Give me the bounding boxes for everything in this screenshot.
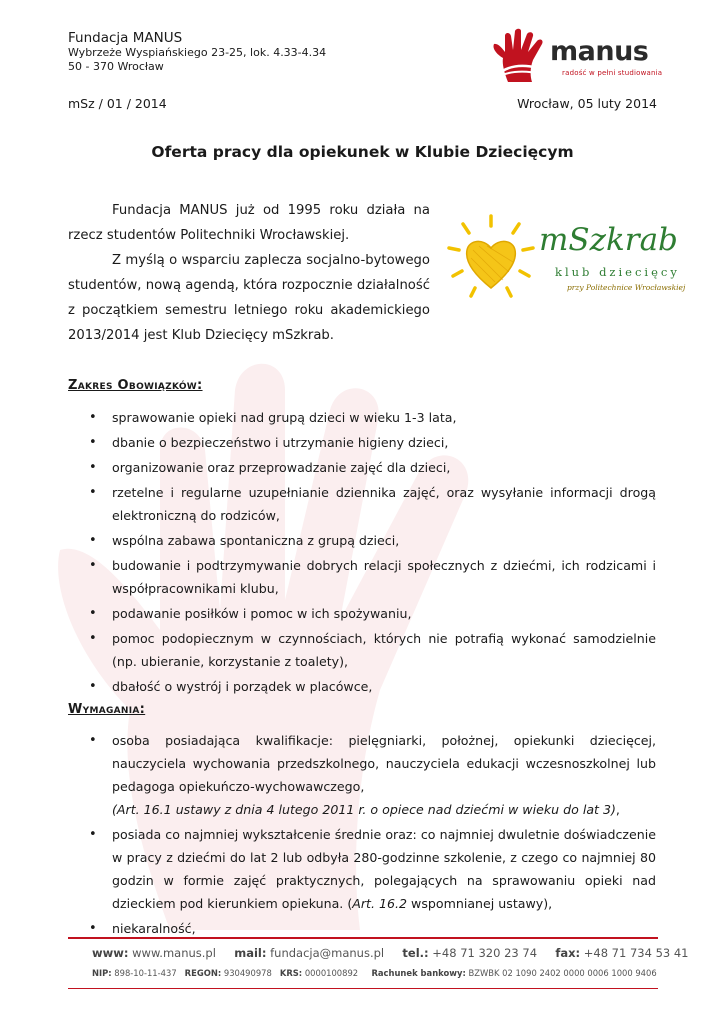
footer-email: fundacja@manus.pl bbox=[270, 946, 385, 960]
mszkrab-logo bbox=[443, 210, 686, 310]
list-item: • dbanie o bezpieczeństwo i utrzymanie higieny dzieci, bbox=[89, 435, 449, 450]
footer-bottom-divider bbox=[68, 988, 658, 989]
logo-tagline: radość w pełni studiowania bbox=[562, 69, 663, 77]
reference-number: mSz / 01 / 2014 bbox=[68, 96, 167, 111]
footer-registry: NIP: 898-10-11-437 REGON: 930490978 KRS: 0000100892 Rachunek bankowy: BZWBK 02 1090 2402 0000 0006 1000 9406 bbox=[92, 968, 657, 978]
intro-paragraph-1: Fundacja MANUS już od 1995 roku działa na rzecz studentów Politechniki Wrocławskiej. bbox=[68, 203, 430, 243]
list-item: • pomoc podopiecznym w czynnościach, których nie potrafią wykonać samodzielnie (np. ubieranie, korzystanie z toalety), bbox=[89, 631, 656, 669]
requirements-list bbox=[68, 729, 656, 940]
sender-name: Fundacja MANUS bbox=[68, 30, 183, 46]
logo-wordmark: manus bbox=[550, 36, 649, 67]
sender-address-line1: Wybrzeże Wyspiańskiego 23-25, lok. 4.33-4.34 bbox=[68, 46, 327, 59]
footer-divider bbox=[68, 937, 658, 939]
mszkrab-subtitle-2: przy Politechnice Wrocławskiej bbox=[567, 283, 686, 292]
footer-phone: +48 71 320 23 74 bbox=[432, 946, 538, 960]
sender-block bbox=[68, 31, 326, 74]
list-item: • sprawowanie opieki nad grupą dzieci w wieku 1-3 lata, bbox=[89, 410, 457, 425]
footer-contact: www: www.manus.pl mail: fundacja@manus.pl tel.: +48 71 320 23 74 fax: +48 71 734 53 41 bbox=[92, 946, 689, 960]
manus-logo bbox=[488, 28, 663, 84]
footer-website: www.manus.pl bbox=[132, 946, 216, 960]
list-item: • posiada co najmniej wykształcenie średnie oraz: co najmniej dwuletnie doświadczenie w pracy z dziećmi do lat 2 lub odbyła 280-godzinne szkolenie, z czego co najmniej 80 godzin w formie zajęć praktycznych, polegających na sprawowaniu opieki nad dzieckiem pod kierunkiem opiekuna. (Art. 16.2 wspomnianej ustawy), bbox=[89, 827, 656, 911]
intro-text bbox=[68, 198, 430, 348]
list-item: • wspólna zabawa spontaniczna z grupą dzieci, bbox=[89, 533, 400, 548]
sun-heart-icon bbox=[443, 210, 539, 306]
list-item: • niekaralność, bbox=[89, 921, 196, 936]
mszkrab-subtitle: klub dziecięcy bbox=[555, 265, 680, 279]
hand-logo-icon bbox=[488, 28, 552, 84]
page-title: Oferta pracy dla opiekunek w Klubie Dziecięcym bbox=[151, 143, 574, 161]
list-item: • osoba posiadająca kwalifikacje: pielęgniarki, położnej, opiekunki dziecięcej, nauczyciela wychowania przedszkolnego, nauczyciela edukacji wczesnoszkolnej lub pedagoga opiekuńczo-wychowawczego, (Art. 16.1 ustawy z dnia 4 lutego 2011 r. o opiece nad dziećmi w wieku do lat 3), bbox=[89, 733, 656, 817]
list-item: • budowanie i podtrzymywanie dobrych relacji społecznych z dziećmi, ich rodzicami i współpracownikami klubu, bbox=[89, 558, 656, 596]
legal-reference: (Art. 16.1 ustawy z dnia 4 lutego 2011 r. o opiece nad dziećmi w wieku do lat 3) bbox=[112, 802, 616, 817]
footer-fax: +48 71 734 53 41 bbox=[583, 946, 689, 960]
list-item: • organizowanie oraz przeprowadzanie zajęć dla dzieci, bbox=[89, 460, 451, 475]
list-item: • dbałość o wystrój i porządek w placówce, bbox=[89, 679, 373, 694]
letter-date: Wrocław, 05 luty 2014 bbox=[517, 96, 657, 111]
list-item: • podawanie posiłków i pomoc w ich spożywaniu, bbox=[89, 606, 412, 621]
mszkrab-wordmark: mSzkrab bbox=[539, 222, 678, 258]
list-item: • rzetelne i regularne uzupełnianie dziennika zajęć, oraz wysyłanie informacji drogą elektroniczną do rodziców, bbox=[89, 485, 656, 523]
duties-list bbox=[68, 406, 656, 698]
duties-heading: Zakres Obowiązków: bbox=[68, 378, 203, 393]
requirements-heading: Wymagania: bbox=[68, 702, 146, 717]
legal-reference: Art. 16.2 bbox=[352, 896, 408, 911]
sender-address-line2: 50 - 370 Wrocław bbox=[68, 60, 164, 73]
intro-paragraph-2: Z myślą o wsparciu zaplecza socjalno-bytowego studentów, nową agendą, która rozpocznie działalność z początkiem semestru letniego roku akademickiego 2013/2014 jest Klub Dziecięcy mSzkrab. bbox=[68, 253, 430, 343]
